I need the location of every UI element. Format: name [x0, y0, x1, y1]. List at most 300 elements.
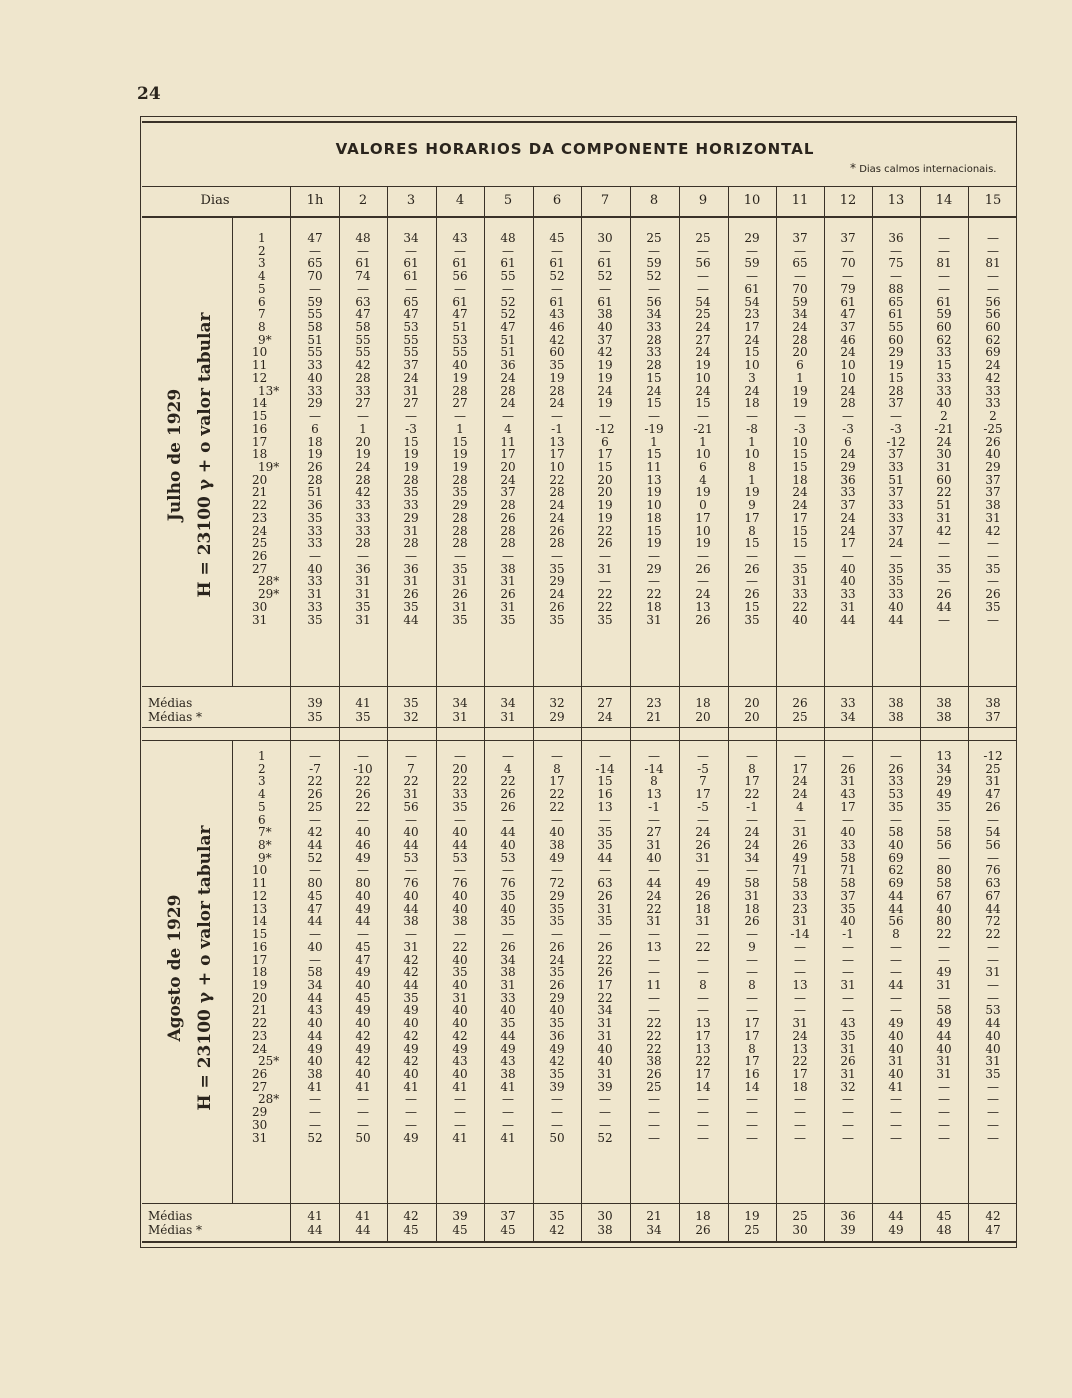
- table-cell: 33: [307, 599, 323, 614]
- table-cell: 23: [744, 307, 760, 322]
- table-cell: 28: [549, 383, 565, 398]
- table-cell: -5: [697, 761, 709, 776]
- table-cell: 60: [888, 332, 904, 347]
- hour-header: 8: [649, 193, 659, 208]
- table-cell: —: [599, 863, 611, 878]
- table-cell: 24: [500, 396, 516, 411]
- table-cell: 35: [500, 914, 516, 929]
- table-cell: 47: [985, 787, 1001, 802]
- table-cell: 22: [646, 1041, 662, 1056]
- table-cell: —: [309, 409, 321, 424]
- table-cell: —: [890, 965, 902, 980]
- day-label: 2: [258, 761, 266, 776]
- day-label: 23: [252, 510, 268, 525]
- day-label: 19*: [258, 459, 280, 474]
- table-cell: 18: [744, 901, 760, 916]
- table-cell: 59: [307, 294, 323, 309]
- table-cell: 19: [452, 459, 468, 474]
- table-cell: 26: [500, 799, 516, 814]
- table-cell: 33: [307, 358, 323, 373]
- table-cell: 24: [840, 383, 856, 398]
- day-label: 3: [258, 256, 266, 271]
- table-cell: —: [746, 1130, 758, 1145]
- table-cell: —: [599, 243, 611, 258]
- table-cell: —: [938, 231, 950, 245]
- table-cell: —: [405, 749, 417, 763]
- table-cell: 59: [744, 256, 760, 271]
- table-cell: —: [405, 243, 417, 258]
- table-cell: 55: [307, 345, 323, 360]
- table-cell: 6: [844, 434, 852, 449]
- table-cell: 26: [500, 510, 516, 525]
- day-label: 7*: [258, 825, 272, 840]
- table-cell: 48: [500, 231, 516, 245]
- table-cell: 69: [985, 345, 1001, 360]
- table-cell: 63: [597, 876, 613, 891]
- table-cell: —: [794, 952, 806, 967]
- medias-calm-cell: 35: [355, 710, 371, 724]
- medias-cell: 35: [403, 696, 419, 710]
- table-cell: 9: [748, 939, 756, 954]
- table-cell: —: [357, 243, 369, 258]
- table-cell: —: [648, 952, 660, 967]
- table-cell: 4: [796, 799, 804, 814]
- table-cell: 42: [597, 345, 613, 360]
- table-cell: 35: [985, 599, 1001, 614]
- table-cell: 33: [792, 888, 808, 903]
- table-cell: 33: [936, 345, 952, 360]
- table-cell: 19: [695, 358, 711, 373]
- table-cell: —: [938, 269, 950, 284]
- table-cell: 15: [646, 523, 662, 538]
- table-cell: 29: [307, 396, 323, 411]
- table-cell: —: [599, 927, 611, 942]
- table-cell: 40: [307, 370, 323, 385]
- table-cell: 44: [307, 914, 323, 929]
- rule-line: [142, 686, 1016, 687]
- table-cell: 58: [840, 876, 856, 891]
- table-cell: 44: [307, 838, 323, 853]
- day-label: 29*: [258, 587, 280, 602]
- table-cell: 51: [452, 320, 468, 335]
- table-cell: 35: [403, 990, 419, 1005]
- table-cell: 40: [985, 1028, 1001, 1043]
- table-cell: 70: [307, 269, 323, 284]
- table-cell: —: [794, 549, 806, 563]
- table-cell: 49: [936, 1016, 952, 1031]
- table-cell: 25: [646, 1079, 662, 1094]
- table-cell: 42: [403, 1028, 419, 1043]
- column-divider: [968, 186, 969, 1241]
- table-cell: —: [842, 1105, 854, 1120]
- table-cell: —: [746, 749, 758, 763]
- table-cell: 49: [403, 1130, 419, 1145]
- table-cell: —: [648, 243, 660, 258]
- table-cell: -3: [842, 421, 854, 436]
- table-cell: 50: [355, 1130, 371, 1145]
- table-cell: —: [454, 812, 466, 827]
- day-label: 1: [258, 749, 266, 763]
- day-label: 12: [252, 370, 268, 385]
- table-cell: 76: [403, 876, 419, 891]
- table-cell: 28: [452, 523, 468, 538]
- table-cell: 24: [549, 587, 565, 602]
- table-cell: 41: [452, 1079, 468, 1094]
- table-cell: 60: [936, 472, 952, 487]
- day-label: 31: [252, 1130, 268, 1145]
- table-cell: —: [599, 1117, 611, 1132]
- table-cell: 22: [792, 1054, 808, 1069]
- table-cell: 53: [500, 850, 516, 865]
- table-cell: —: [648, 281, 660, 296]
- table-cell: 26: [307, 459, 323, 474]
- table-cell: 18: [307, 434, 323, 449]
- table-cell: 31: [355, 612, 371, 627]
- table-cell: 24: [840, 510, 856, 525]
- table-cell: —: [842, 243, 854, 258]
- table-cell: -1: [648, 799, 660, 814]
- table-cell: 10: [792, 434, 808, 449]
- table-cell: 24: [840, 345, 856, 360]
- day-label: 16: [252, 421, 268, 436]
- table-cell: 49: [695, 876, 711, 891]
- table-cell: —: [746, 965, 758, 980]
- table-cell: 70: [792, 281, 808, 296]
- table-cell: 45: [355, 990, 371, 1005]
- table-cell: 31: [597, 901, 613, 916]
- table-cell: 36: [549, 1028, 565, 1043]
- table-cell: —: [405, 1117, 417, 1132]
- table-cell: —: [987, 1092, 999, 1107]
- table-cell: 33: [936, 370, 952, 385]
- table-cell: 6: [311, 421, 319, 436]
- table-cell: 31: [695, 850, 711, 865]
- table-cell: 44: [985, 901, 1001, 916]
- table-cell: 50: [549, 1130, 565, 1145]
- table-cell: -3: [794, 421, 806, 436]
- table-cell: 31: [403, 939, 419, 954]
- table-cell: 33: [355, 523, 371, 538]
- table-cell: 40: [403, 1067, 419, 1081]
- table-cell: —: [746, 812, 758, 827]
- medias-calm-cell: 45: [500, 1223, 516, 1237]
- table-cell: 28: [500, 536, 516, 551]
- table-cell: 61: [744, 281, 760, 296]
- table-cell: 24: [597, 383, 613, 398]
- table-cell: 23: [792, 901, 808, 916]
- table-cell: 4: [504, 761, 512, 776]
- table-cell: —: [599, 1105, 611, 1120]
- table-cell: 31: [597, 1016, 613, 1031]
- table-cell: 74: [355, 269, 371, 284]
- table-cell: 40: [355, 825, 371, 840]
- day-label: 14: [252, 396, 268, 411]
- table-cell: —: [987, 990, 999, 1005]
- table-cell: 28: [500, 498, 516, 513]
- table-cell: -21: [934, 421, 954, 436]
- table-cell: 26: [840, 761, 856, 776]
- table-cell: 71: [840, 863, 856, 878]
- table-cell: —: [551, 243, 563, 258]
- table-cell: 79: [840, 281, 856, 296]
- table-cell: 52: [549, 269, 565, 284]
- table-cell: 22: [597, 952, 613, 967]
- hour-header: 7: [600, 193, 610, 208]
- table-cell: 37: [840, 231, 856, 245]
- table-cell: —: [502, 281, 514, 296]
- table-cell: —: [551, 1117, 563, 1132]
- table-cell: 38: [452, 914, 468, 929]
- table-cell: 33: [307, 383, 323, 398]
- table-cell: —: [502, 749, 514, 763]
- table-cell: 24: [840, 523, 856, 538]
- table-cell: 18: [792, 1079, 808, 1094]
- day-label: 18: [252, 447, 268, 462]
- table-cell: 24: [549, 952, 565, 967]
- medias-cell: 38: [936, 696, 952, 710]
- table-cell: 10: [695, 370, 711, 385]
- table-cell: 56: [646, 294, 662, 309]
- hour-header: 2: [358, 193, 368, 208]
- table-cell: 43: [500, 1054, 516, 1069]
- table-cell: 35: [452, 561, 468, 576]
- table-cell: 19: [452, 370, 468, 385]
- table-cell: 42: [355, 485, 371, 500]
- table-cell: 33: [307, 523, 323, 538]
- table-cell: -12: [886, 434, 906, 449]
- table-cell: —: [794, 1117, 806, 1132]
- table-cell: 44: [500, 825, 516, 840]
- table-cell: —: [842, 965, 854, 980]
- label-column-divider: [232, 740, 233, 1203]
- table-cell: 52: [500, 294, 516, 309]
- table-cell: 17: [744, 1028, 760, 1043]
- table-cell: 26: [549, 939, 565, 954]
- medias-calm-cell: 24: [597, 710, 613, 724]
- table-cell: 58: [840, 850, 856, 865]
- day-label: 14: [252, 914, 268, 929]
- table-cell: 49: [452, 1041, 468, 1056]
- table-cell: —: [987, 549, 999, 563]
- table-cell: 16: [744, 1067, 760, 1081]
- table-cell: 19: [403, 459, 419, 474]
- table-cell: 35: [307, 510, 323, 525]
- table-cell: —: [987, 977, 999, 992]
- table-cell: 36: [307, 498, 323, 513]
- table-cell: 35: [452, 612, 468, 627]
- table-cell: 24: [936, 434, 952, 449]
- table-cell: 61: [355, 256, 371, 271]
- table-cell: 44: [888, 901, 904, 916]
- table-cell: 2: [940, 409, 948, 424]
- hour-header: 5: [503, 193, 513, 208]
- table-cell: 28: [355, 370, 371, 385]
- table-cell: 35: [452, 965, 468, 980]
- day-label: 30: [252, 599, 268, 614]
- table-cell: 31: [403, 383, 419, 398]
- table-cell: 19: [792, 383, 808, 398]
- table-cell: 33: [646, 320, 662, 335]
- medias-calm-cell: 45: [403, 1223, 419, 1237]
- medias-cell: 30: [597, 1209, 613, 1223]
- table-cell: 35: [985, 561, 1001, 576]
- table-cell: —: [648, 549, 660, 563]
- month-label: Agosto de 1929: [165, 894, 185, 1042]
- table-cell: 40: [888, 1028, 904, 1043]
- day-label: 23: [252, 1028, 268, 1043]
- table-cell: 33: [985, 396, 1001, 411]
- medias-calm-cell: 38: [888, 710, 904, 724]
- table-cell: 40: [452, 1016, 468, 1031]
- table-cell: 61: [452, 294, 468, 309]
- table-cell: —: [309, 863, 321, 878]
- table-cell: —: [357, 1105, 369, 1120]
- table-cell: 42: [549, 1054, 565, 1069]
- hour-header: 9: [698, 193, 708, 208]
- table-cell: 22: [646, 1016, 662, 1031]
- table-cell: 22: [646, 1028, 662, 1043]
- table-cell: —: [890, 1105, 902, 1120]
- table-cell: 38: [500, 965, 516, 980]
- table-cell: 53: [452, 850, 468, 865]
- table-cell: —: [648, 927, 660, 942]
- table-cell: 10: [744, 358, 760, 373]
- table-cell: 52: [307, 1130, 323, 1145]
- table-cell: 71: [792, 863, 808, 878]
- table-cell: 17: [840, 799, 856, 814]
- table-cell: 35: [888, 574, 904, 589]
- table-cell: —: [746, 1092, 758, 1107]
- day-label: 20: [252, 472, 268, 487]
- table-cell: 26: [646, 1067, 662, 1081]
- table-cell: 40: [355, 977, 371, 992]
- table-cell: 43: [307, 1003, 323, 1018]
- table-cell: —: [987, 850, 999, 865]
- day-label: 19: [252, 977, 268, 992]
- table-cell: 47: [452, 307, 468, 322]
- table-cell: —: [454, 549, 466, 563]
- table-cell: —: [648, 1130, 660, 1145]
- table-cell: —: [938, 1092, 950, 1107]
- table-cell: 56: [695, 256, 711, 271]
- table-cell: 22: [744, 787, 760, 802]
- table-cell: 20: [597, 485, 613, 500]
- medias-label: Médias: [148, 1209, 193, 1223]
- table-cell: —: [648, 812, 660, 827]
- table-cell: 17: [792, 1067, 808, 1081]
- table-cell: —: [938, 281, 950, 296]
- table-cell: 69: [888, 850, 904, 865]
- table-cell: —: [357, 749, 369, 763]
- table-cell: 29: [549, 888, 565, 903]
- table-cell: 56: [985, 307, 1001, 322]
- table-cell: 38: [549, 838, 565, 853]
- table-cell: 28: [646, 358, 662, 373]
- table-cell: 24: [695, 383, 711, 398]
- table-cell: 20: [792, 345, 808, 360]
- table-cell: 31: [403, 787, 419, 802]
- table-cell: 35: [985, 1067, 1001, 1081]
- table-cell: —: [357, 812, 369, 827]
- table-cell: —: [357, 1117, 369, 1132]
- table-cell: 26: [355, 787, 371, 802]
- table-cell: 61: [840, 294, 856, 309]
- table-cell: 28: [549, 485, 565, 500]
- table-cell: 24: [549, 498, 565, 513]
- day-label: 11: [252, 358, 268, 373]
- table-cell: 81: [936, 256, 952, 271]
- table-cell: 28: [307, 472, 323, 487]
- table-cell: —: [309, 927, 321, 942]
- table-cell: 40: [452, 888, 468, 903]
- table-cell: 31: [355, 574, 371, 589]
- table-cell: 35: [549, 612, 565, 627]
- table-cell: 28: [452, 383, 468, 398]
- table-cell: 24: [744, 332, 760, 347]
- table-cell: —: [454, 749, 466, 763]
- table-cell: 17: [549, 774, 565, 789]
- table-cell: —: [697, 1105, 709, 1120]
- table-cell: 35: [549, 965, 565, 980]
- table-cell: 58: [307, 965, 323, 980]
- table-cell: 28: [549, 536, 565, 551]
- table-cell: 6: [601, 434, 609, 449]
- medias-calm-label: Médias *: [148, 710, 203, 724]
- table-cell: —: [987, 812, 999, 827]
- table-cell: 33: [355, 383, 371, 398]
- table-cell: 40: [646, 850, 662, 865]
- table-cell: 38: [500, 561, 516, 576]
- table-cell: 55: [500, 269, 516, 284]
- table-cell: 3: [748, 370, 756, 385]
- table-cell: 27: [695, 332, 711, 347]
- table-cell: 44: [936, 1028, 952, 1043]
- medias-calm-cell: 32: [403, 710, 419, 724]
- table-cell: 55: [452, 345, 468, 360]
- table-cell: —: [309, 1105, 321, 1120]
- table-cell: —: [648, 1092, 660, 1107]
- table-cell: 55: [307, 307, 323, 322]
- medias-calm-cell: 30: [792, 1223, 808, 1237]
- table-cell: 58: [936, 1003, 952, 1018]
- table-cell: 22: [307, 774, 323, 789]
- table-cell: 15: [452, 434, 468, 449]
- table-cell: —: [551, 549, 563, 563]
- table-cell: —: [746, 1117, 758, 1132]
- table-cell: 13: [549, 434, 565, 449]
- table-cell: —: [794, 965, 806, 980]
- table-cell: 14: [695, 1079, 711, 1094]
- table-cell: 27: [403, 396, 419, 411]
- table-cell: 31: [840, 1067, 856, 1081]
- table-cell: —: [987, 939, 999, 954]
- table-cell: —: [648, 1105, 660, 1120]
- table-cell: 52: [597, 1130, 613, 1145]
- medias-calm-cell: 39: [840, 1223, 856, 1237]
- table-cell: —: [648, 409, 660, 424]
- table-cell: 29: [646, 561, 662, 576]
- day-label: 24: [252, 1041, 268, 1056]
- medias-calm-cell: 38: [597, 1223, 613, 1237]
- table-cell: 35: [452, 799, 468, 814]
- table-cell: 40: [985, 447, 1001, 462]
- table-cell: 44: [888, 612, 904, 627]
- table-cell: 35: [549, 914, 565, 929]
- calm-days-note: [850, 161, 996, 175]
- table-cell: 13: [695, 1041, 711, 1056]
- table-cell: -3: [890, 421, 902, 436]
- medias-calm-cell: 42: [549, 1223, 565, 1237]
